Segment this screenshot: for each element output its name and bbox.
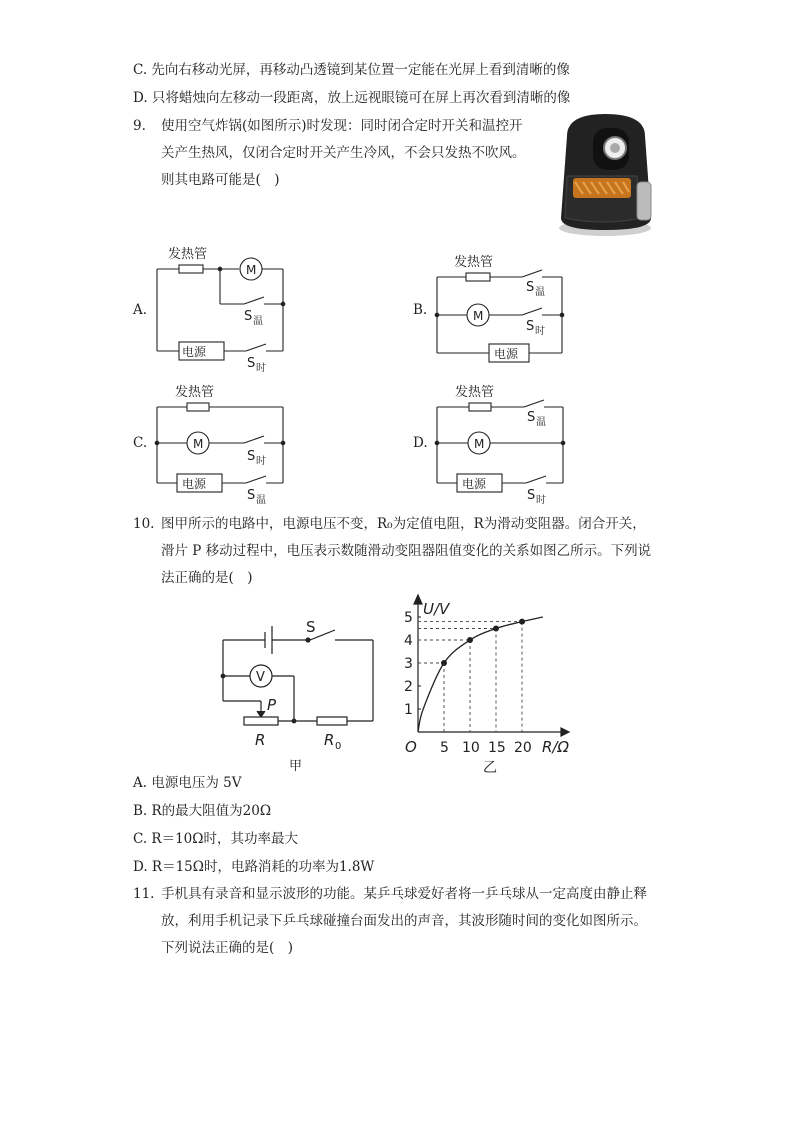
q10-option-c: C. R＝10Ω时，其功率最大 [133, 831, 298, 847]
voltmeter-label: V [256, 670, 265, 685]
heater-label: 发热管 [455, 385, 495, 400]
switch-label: S [247, 449, 256, 464]
q10-text-line-3: 法正确的是( ) [161, 570, 253, 586]
switch-label: S [526, 280, 535, 295]
power-label: 电源 [494, 347, 519, 361]
q10-option-b: B. R的最大阻值为20Ω [133, 803, 272, 819]
heater-label: 发热管 [168, 247, 208, 262]
y-tick-label: 2 [404, 679, 413, 695]
q10-switch-label: S [306, 618, 316, 636]
y-tick-label: 5 [404, 610, 413, 626]
q9-text-line-1: 使用空气炸锅(如图所示)时发现：同时闭合定时开关和温控开 [161, 118, 523, 134]
y-axis-title: U/V [423, 600, 450, 618]
switch-sub: 时 [535, 326, 545, 337]
q10-circuit-jia [213, 612, 385, 778]
heater-label: 发热管 [175, 385, 215, 400]
slider-label: P [267, 696, 277, 714]
switch-sub: 时 [256, 456, 266, 467]
q9-option-a-label: A. [133, 302, 148, 318]
y-tick-label: 3 [404, 656, 413, 672]
q9-number: 9. [133, 118, 146, 134]
q11-text-line-1: 手机具有录音和显示波形的功能。某乒乓球爱好者将一乒乓球从一定高度由静止释 [161, 886, 647, 902]
air-fryer-image [553, 106, 663, 242]
switch-sub: 温 [256, 495, 266, 504]
q9-option-d-label: D. [413, 435, 428, 451]
switch-label: S [527, 488, 536, 503]
switch-label: S [247, 356, 256, 371]
y-axis-arrow [414, 595, 422, 604]
r0-subscript: 0 [335, 741, 342, 752]
q9-option-a-circuit [152, 240, 292, 376]
q10-option-d: D. R＝15Ω时，电路消耗的功率为1.8W [133, 859, 375, 875]
q10-graph-yi [393, 592, 588, 780]
series-curve [418, 617, 543, 732]
x-tick-label: 15 [488, 740, 506, 756]
q10-text-line-1: 图甲所示的电路中，电源电压不变，R₀为定值电阻，R为滑动变阻器。闭合开关， [161, 516, 646, 532]
switch-sub: 温 [535, 287, 545, 298]
q9-option-b-label: B. [413, 302, 428, 318]
q9-option-c-label: C. [133, 435, 148, 451]
rheostat-label: R [255, 731, 266, 749]
power-label: 电源 [182, 345, 207, 359]
circuit-caption: 甲 [289, 759, 303, 774]
motor-label: M [473, 309, 484, 323]
graph-caption: 乙 [483, 760, 497, 776]
switch-sub: 时 [536, 495, 546, 504]
data-point [467, 637, 473, 643]
switch-label: S [244, 309, 253, 324]
switch-sub: 温 [536, 417, 546, 428]
switch-label: S [247, 488, 256, 503]
q8-option-c: C. 先向右移动光屏，再移动凸透镜到某位置一定能在光屏上看到清晰的像 [133, 62, 570, 78]
power-label: 电源 [182, 477, 207, 491]
q9-option-d-circuit [432, 380, 577, 508]
r0-label: R [324, 731, 335, 749]
x-tick-label: 10 [462, 740, 480, 756]
y-tick-label: 1 [404, 702, 413, 718]
switch-label: S [527, 410, 536, 425]
x-tick-label: 20 [514, 740, 532, 756]
motor-label: M [193, 437, 204, 451]
switch-label: S [526, 319, 535, 334]
motor-label: M [246, 263, 257, 277]
motor-label: M [474, 437, 485, 451]
x-axis-arrow [561, 728, 569, 736]
switch-sub: 温 [253, 316, 263, 327]
q11-number: 11. [133, 886, 155, 902]
q9-option-c-circuit [152, 380, 297, 508]
switch-sub: 时 [256, 363, 266, 372]
q9-option-b-circuit [432, 250, 577, 376]
q10-text-line-2: 滑片 P 移动过程中，电压表示数随滑动变阻器阻值变化的关系如图乙所示。下列说 [161, 543, 652, 559]
data-point [441, 660, 447, 666]
q10-option-a: A. 电源电压为 5V [133, 775, 242, 791]
y-tick-label: 4 [404, 633, 413, 649]
origin-label: O [405, 738, 417, 756]
q11-text-line-2: 放，利用手机记录下乒乓球碰撞台面发出的声音，其波形随时间的变化如图所示。 [161, 913, 647, 929]
x-axis-title: R/Ω [542, 738, 569, 756]
data-point [519, 619, 525, 625]
q11-text-line-3: 下列说法正确的是( ) [161, 940, 294, 956]
q9-text-line-2: 关产生热风，仅闭合定时开关产生冷风，不会只发热不吹风。 [161, 145, 526, 161]
power-label: 电源 [462, 477, 487, 491]
x-tick-label: 5 [440, 740, 449, 756]
heater-label: 发热管 [454, 255, 494, 270]
q10-number: 10. [133, 516, 155, 532]
data-point [493, 626, 499, 632]
q9-text-line-3: 则其电路可能是( ) [161, 172, 280, 188]
q8-option-d: D. 只将蜡烛向左移动一段距离，放上远视眼镜可在屏上再次看到清晰的像 [133, 90, 571, 106]
